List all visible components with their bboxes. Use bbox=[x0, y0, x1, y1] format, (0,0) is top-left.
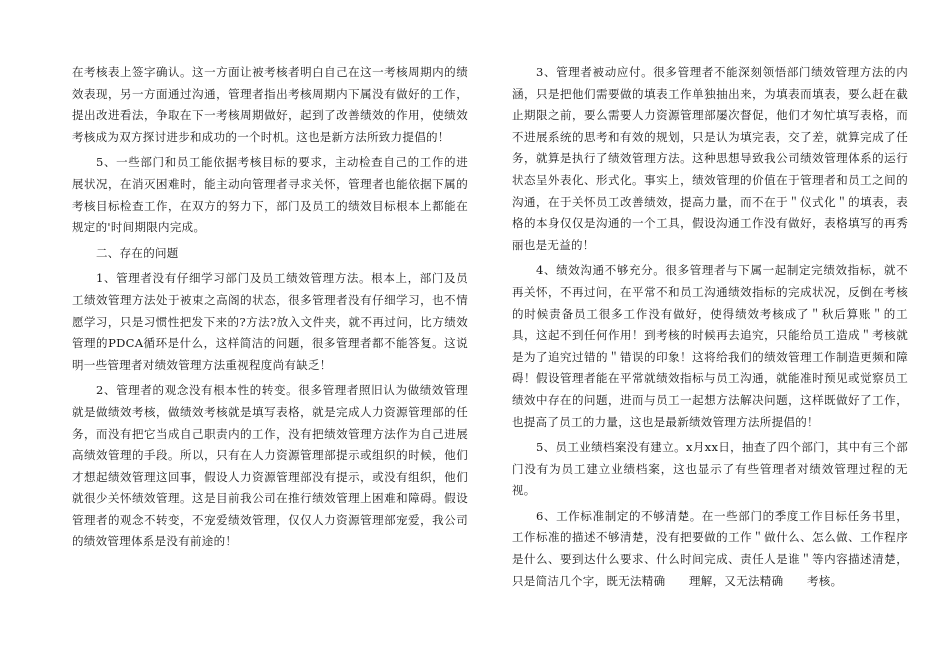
paragraph-issue-3: 3、管理者被动应付。很多管理者不能深刻领悟部门绩效管理方法的内涵，只是把他们需要做的填表工作单独抽出来，为填表而填表，要么赶在截止期限之前，要么需要人力资源管理部屡次督促，他们才匆忙填写表格，而不进展系统的思考和有效的规划，只是认为填完表，交了差，就算完成了任务，就算是执行了绩效管理方法。这种思想导致我公司绩效管理体系的运行状态呈外表化、形式化。事实上，绩效管理的价值在于管理者和员工之间的沟通，在于关怀员工改善绩效，提高力量，而不在于＂仪式化＂的填表，表格的本身仅仅是沟通的一个工具，假设沟通工作没有做好，表格填写的再秀丽也是无益的！ bbox=[512, 65, 908, 252]
paragraph-continuation: 在考核表上签字确认。这一方面让被考核者明白自己在这一考核周期内的绩效表现，另一方面通过沟通，管理者指出考核周期内下属没有做好的工作，提出改进看法，争取在下一考核周期做好，起到了改善绩效的作用，使绩效考核成为双方探讨进步和成功的一个时机。这也是新方法所致力提倡的！ bbox=[72, 65, 468, 144]
paragraph-issue-4: 4、绩效沟通不够充分。很多管理者与下属一起制定完绩效指标，就不再关怀，不再过问，在平常不和员工沟通绩效指标的完成状况，反倒在考核的时候责备员工很多工作没有做好，使得绩效考核成了＂秋后算账＂的工具，这起不到任何作用！到考核的时候再去追究，只能给员工造成＂考核就是为了追究过错的＂错误的印象！这将给我们的绩效管理工作制造更频和障碍！假设管理者能在平常就绩效指标与员工沟通，就能准时预见或觉察员工绩效中存在的问题，进而与员工一起想方法解决问题，这样既做好了工作，也提高了员工的力量，这也是最新绩效管理方法所提倡的！ bbox=[512, 263, 908, 429]
paragraph-issue-2: 2、管理者的观念没有根本性的转变。很多管理者照旧认为做绩效管理就是做绩效考核，做绩效考核就是填写表格，就是完成人力资源管理部的任务，而没有把它当成自己职责内的工作，没有把绩效管理方法作为自己进展高绩效管理的手段。所以，只有在人力资源管理部提示或组织的时候，他们才想起绩效管理这回事，假设人力资源管理部没有提示，或没有组织，他们就很少关怀绩效管理。这是目前我公司在推行绩效管理上困难和障碍。假设管理者的观念不转变，不宠爱绩效管理，仅仅人力资源管理部宠爱，我公司的绩效管理体系是没有前途的！ bbox=[72, 383, 468, 549]
paragraph-item-5: 5、一些部门和员工能依据考核目标的要求，主动检查自己的工作的进展状况，在消灭困难时，能主动向管理者寻求关怀，管理者也能依据下属的考核目标检查工作，在双方的努力下，部门及员工的绩效目标根本上都能在规定的'时间期限内完成。 bbox=[72, 155, 468, 235]
left-column bbox=[72, 62, 468, 553]
section-heading-issues: 二、存在的问题 bbox=[96, 245, 179, 260]
right-column bbox=[512, 62, 908, 592]
paragraph-issue-1: 1、管理者没有仔细学习部门及员工绩效管理方法。根本上，部门及员工绩效管理方法处于被束之高阁的状态，很多管理者没有仔细学习，也不情愿学习，只是习惯性把发下来的?方法?放入文件夹，就不再过问，比方绩效管理的PDCA循环是什么，这样简洁的问题，很多管理者都不能答复。这说明一些管理者对绩效管理方法重视程度尚有缺乏！ bbox=[72, 271, 468, 372]
paragraph-issue-6: 6、工作标准制定的不够清楚。在一些部门的季度工作目标任务书里，工作标准的描述不够清楚，没有把要做的工作＂做什么、怎么做、工作程序是什么、要到达什么要求、什么时间完成、责任人是谁＂等内容描述清楚，只是简洁几个字，既无法精确 理解，又无法精确 考核。 bbox=[512, 508, 908, 588]
paragraph-issue-5: 5、员工业绩档案没有建立。x月xx日，抽查了四个部门，其中有三个部门没有为员工建立业绩档案，这也显示了有些管理者对绩效管理过程的无视。 bbox=[512, 440, 908, 498]
